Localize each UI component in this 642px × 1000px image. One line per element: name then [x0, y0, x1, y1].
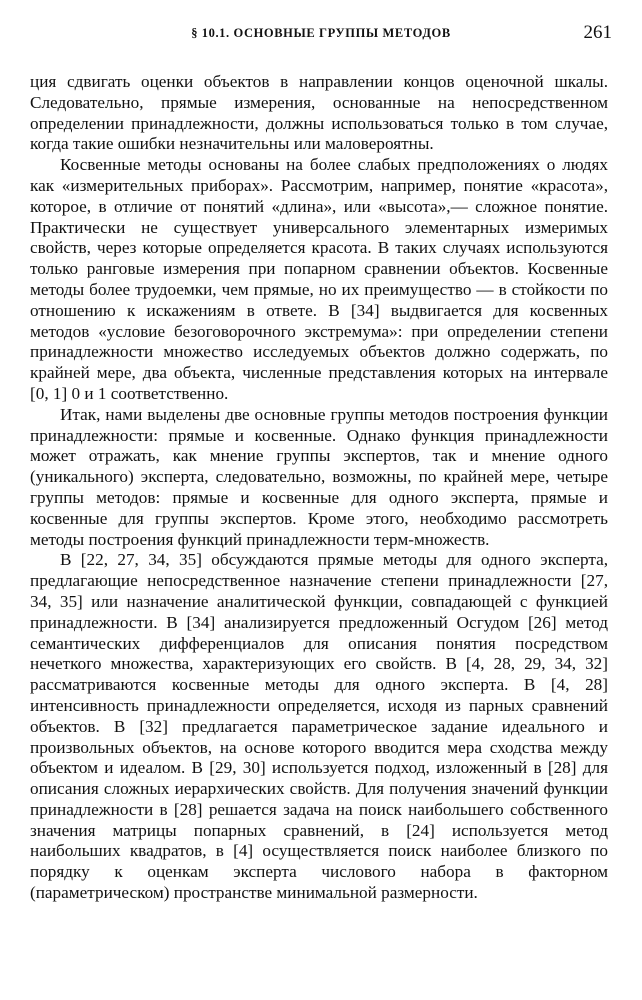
paragraph-indirect-methods: Косвенные методы основаны на более слабых предположениях о людях как «измерительных приборах». Рассмотрим, например, понятие «красота», которое, в отличие от понятий «длина», или «высота»,— сложное понятие. Практически не существует универсального элементарных измеримых свойств, через которые определяется красота. В таких случаях используются только ранговые измерения при попарном сравнении объектов. Косвенные методы более трудоемки, чем прямые, но их преимущество — в стойкости по отношению к искажениям в ответе. В [34] выдвигается для косвенных методов «условие безоговорочного экстремума»: при определении степени принадлежности множество исследуемых объектов должно содержать, по крайней мере, два объекта, численные представления которых на интервале [0, 1] 0 и 1 соответственно. [30, 155, 608, 403]
running-head [30, 22, 612, 46]
section-title: § 10.1. ОСНОВНЫЕ ГРУППЫ МЕТОДОВ [191, 26, 451, 40]
body-text [30, 72, 608, 904]
page-number: 261 [583, 22, 612, 43]
paragraph-continuation: ция сдвигать оценки объектов в направлении концов оценочной шкалы. Следовательно, прямые измерения, основанные на непосредственном определении принадлежности, должны использоваться только в том случае, когда такие ошибки незначительны или маловероятны. [30, 72, 608, 154]
paragraph-literature-review: В [22, 27, 34, 35] обсуждаются прямые методы для одного эксперта, предлагающие непосредственное назначение степени принадлежности [27, 34, 35] или назначение аналитической функции, совпадающей с функцией принадлежности. В [34] анализируется предложенный Осгудом [26] метод семантических дифференциалов для описания понятия посредством нечеткого множества, характеризующих его свойств. В [4, 28, 29, 34, 32] рассматриваются косвенные методы для одного эксперта. В [4, 28] интенсивность принадлежности определяется, исходя из парных сравнений объектов. В [32] предлагается параметрическое задание идеального и произвольных объектов, на основе которого вводится мера сходства между объектом и идеалом. В [29, 30] используется подход, изложенный в [28] для описания сложных иерархических свойств. Для получения значений функции принадлежности в [28] решается задача на поиск наибольшего собственного значения матрицы попарных сравнений, в [24] используется метод наибольших квадратов, в [4] осуществляется поиск наиболее близкого по порядку к оценкам эксперта числового набора в факторном (параметрическом) пространстве минимальной размерности. [30, 550, 608, 903]
paragraph-method-groups: Итак, нами выделены две основные группы методов построения функции принадлежности: прямые и косвенные. Однако функция принадлежности может отражать, как мнение группы экспертов, так и мнение одного (уникального) эксперта, следовательно, возможны, по крайней мере, четыре группы методов: прямые и косвенные для одного эксперта, прямые и косвенные для группы экспертов. Кроме этого, необходимо рассмотреть методы построения функций принадлежности терм-множеств. [30, 404, 608, 549]
